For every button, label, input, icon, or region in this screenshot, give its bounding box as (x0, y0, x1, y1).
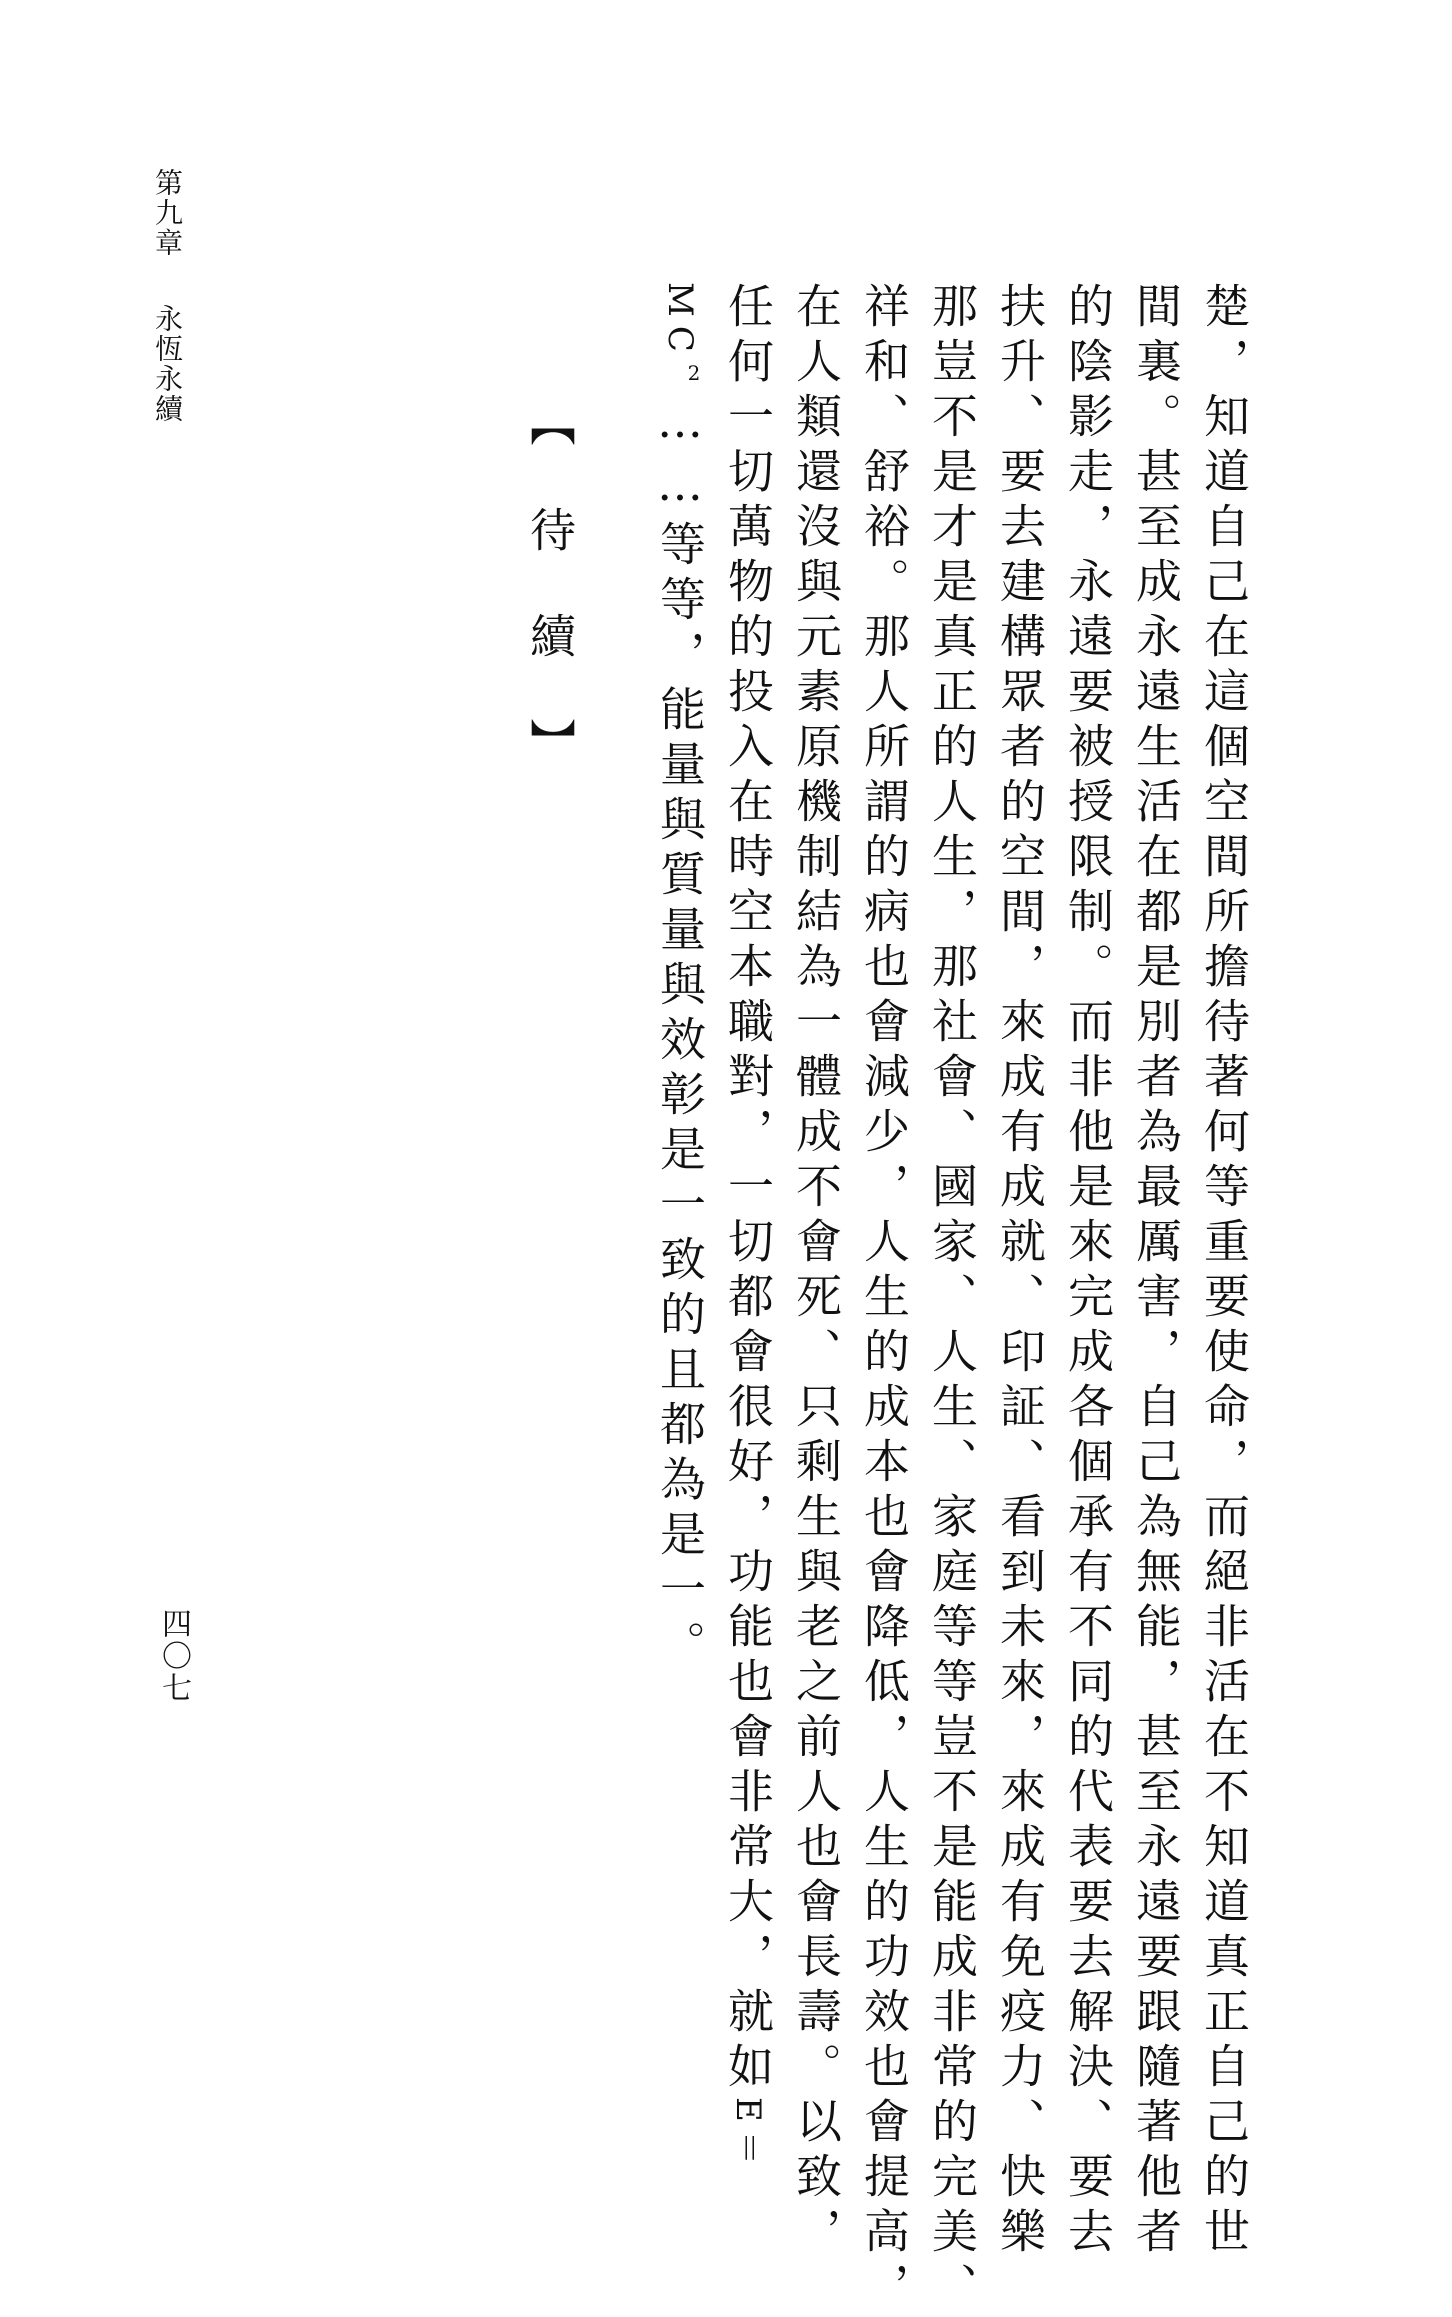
running-header (147, 168, 187, 424)
text-column: 的陰影走，永遠要被授限制。而非他是來完成各個承有不同的代表要去解決、要去 (1061, 282, 1115, 2262)
formula-superscript: 2 (682, 360, 706, 394)
text-column: 楚，知道自己在這個空間所擔待著何等重要使命，而絕非活在不知道真正自己的世 (1197, 282, 1251, 2262)
formula-mc: MC (660, 282, 700, 361)
text-column: 祥和、舒裕。那人所謂的病也會減少，人生的成本也會降低，人生的功效也會提高， (857, 282, 911, 2317)
text-column: 那豈不是才是真正的人生，那社會、國家、人生、家庭等等豈不是能成非常的完美、 (925, 282, 979, 2317)
text-column: 間裏。甚至成永遠生活在都是別者為最厲害，自己為無能，甚至永遠要跟隨著他者 (1129, 282, 1183, 2262)
to-be-continued-label: 【待續】 (523, 400, 577, 824)
text-column: 在人類還沒與元素原機制結為一體成不會死、只剩生與老之前人也會長壽。以致， (789, 282, 843, 2262)
chapter-title: 永恆永續 (151, 304, 184, 424)
text-column: 扶升、要去建構眾者的空間，來成有成就、印証、看到未來，來成有免疫力、快樂 (993, 282, 1047, 2262)
formula-e-equals: E＝ (728, 2097, 768, 2174)
body-text (248, 282, 1258, 2317)
page-number: 四〇七 (156, 1608, 191, 1704)
text-column: 任何一切萬物的投入在時空本職對，一切都會很好，功能也會非常大，就如E＝ (714, 282, 782, 1882)
chapter-label: 第九章 (151, 168, 184, 258)
text-column-last: MC2……等等，能量與質量與效彰是一致的且都為是一。 (646, 282, 714, 1882)
